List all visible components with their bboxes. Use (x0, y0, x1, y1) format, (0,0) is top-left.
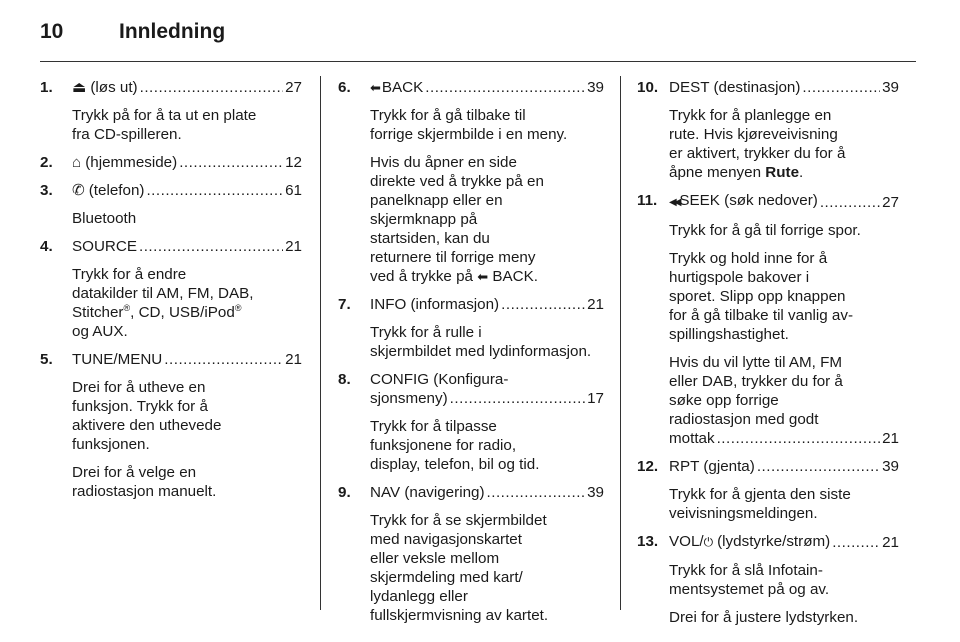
description-line: rute. Hvis kjøreveivisning (669, 126, 838, 143)
leader-dots (802, 78, 880, 97)
description-line: Trykk for å tilpasse (370, 418, 497, 435)
entry-label: (løs ut) (90, 79, 138, 96)
entry-label-prefix: VOL/ (669, 533, 704, 550)
entry-label-line: CONFIG (Konfigura- (370, 371, 509, 388)
item-8 (338, 370, 604, 474)
entry-label: mottak (669, 430, 715, 447)
page-reference: 12 (285, 154, 302, 171)
column-1 (40, 78, 302, 501)
description (669, 608, 899, 627)
description-line: lydanlegg eller (370, 588, 468, 605)
description-line: direkte ved å trykke på en (370, 173, 544, 190)
leader-dots (832, 533, 880, 552)
item-2 (40, 153, 302, 172)
index-entry (370, 389, 604, 408)
item-number: 4. (40, 238, 53, 255)
description-line: skjermdeling med kart/ (370, 569, 523, 586)
page-reference: 27 (285, 79, 302, 96)
header-divider (40, 61, 916, 62)
index-entry (370, 483, 604, 502)
leader-dots (164, 350, 283, 369)
description-line: panelknapp eller en (370, 192, 503, 209)
item-number: 7. (338, 296, 351, 313)
description-line (669, 163, 899, 182)
index-entry (669, 191, 899, 212)
leader-dots (146, 181, 283, 200)
description-line: datakilder til AM, FM, DAB, (72, 285, 254, 302)
item-number: 11. (637, 192, 658, 209)
text-span: Stitcher (72, 304, 124, 321)
description-line: Trykk for å gjenta den siste (669, 486, 851, 503)
item-5 (40, 350, 302, 501)
entry-label: SOURCE (72, 238, 137, 255)
page-number: 10 (40, 20, 64, 43)
leader-dots (425, 78, 585, 97)
item-number: 10. (637, 79, 659, 96)
description (669, 106, 899, 182)
item-7 (338, 295, 604, 361)
index-entry (72, 153, 302, 172)
description-line: fra CD-spilleren. (72, 126, 182, 143)
description (370, 106, 604, 144)
item-1 (40, 78, 302, 144)
index-entry (72, 350, 302, 369)
description-line: er aktivert, trykker du for å (669, 145, 846, 162)
description (669, 249, 899, 344)
leader-dots (757, 457, 880, 476)
leader-dots (501, 295, 585, 314)
description-line: startsiden, kan du (370, 230, 490, 247)
registered-mark: ® (123, 302, 131, 313)
back-arrow-icon: ⬅ (370, 80, 381, 95)
page-reference: 21 (285, 351, 302, 368)
description-line: Trykk for å slå Infotain- (669, 562, 823, 579)
description-line: aktivere den uthevede (72, 417, 222, 434)
phone-icon: ✆ (72, 182, 85, 199)
description (669, 561, 899, 599)
entry-label: BACK (381, 79, 424, 96)
eject-icon: ⏏ (72, 79, 87, 96)
page-reference: 27 (882, 194, 899, 211)
description (669, 221, 899, 240)
description-line: funksjon. Trykk for å (72, 398, 208, 415)
description-line: radiostasjon med godt (669, 411, 819, 428)
page-reference: 39 (587, 79, 604, 96)
description-line: fullskjermvisning av kartet. (370, 607, 549, 624)
description-line: sporet. Slipp opp knappen (669, 288, 846, 305)
registered-mark: ® (234, 302, 242, 313)
item-10 (637, 78, 899, 182)
text-span: . (799, 164, 804, 181)
page-reference: 39 (882, 79, 899, 96)
description-line: funksjonene for radio, (370, 437, 517, 454)
description-line: returnere til forrige meny (370, 249, 536, 266)
description (370, 511, 604, 625)
leader-dots (179, 153, 283, 172)
leader-dots (487, 483, 586, 502)
item-12 (637, 457, 899, 523)
description-line: Hvis du åpner en side (370, 154, 517, 171)
index-entry (370, 78, 604, 97)
description-line: skjermknapp på (370, 211, 478, 228)
description-line: Trykk for å planlegge en (669, 107, 832, 124)
entry-label: DEST (destinasjon) (669, 79, 801, 96)
description (370, 417, 604, 474)
description-line: Drei for å justere lydstyrken. (669, 609, 859, 626)
description-line: med navigasjonskartet (370, 531, 522, 548)
page-reference: 17 (587, 390, 604, 407)
item-number: 9. (338, 484, 351, 501)
index-entry (669, 78, 899, 97)
leader-dots (717, 429, 881, 448)
page-reference: 61 (285, 182, 302, 199)
entry-label: NAV (navigering) (370, 484, 485, 501)
leader-dots (820, 193, 880, 212)
description-line: og AUX. (72, 323, 128, 340)
text-span: ved å trykke på (370, 268, 473, 285)
index-entry (370, 295, 604, 314)
item-number: 6. (338, 79, 351, 96)
description-line (72, 303, 302, 322)
leader-dots (140, 78, 283, 97)
description-line: hurtigspole bakover i (669, 269, 810, 286)
index-entry (72, 237, 302, 256)
index-entry (669, 532, 899, 552)
description-line: Drei for å velge en (72, 464, 197, 481)
description-line: eller DAB, trykker du for å (669, 373, 843, 390)
description (72, 463, 302, 501)
text-span: åpne menyen (669, 164, 762, 181)
description (370, 153, 604, 286)
description-line: Trykk for å gå tilbake til (370, 107, 526, 124)
description-line: radiostasjon manuelt. (72, 483, 217, 500)
description (669, 353, 899, 448)
index-entry (72, 78, 302, 97)
home-icon: ⌂ (72, 154, 82, 171)
description-line: Trykk for å endre (72, 266, 187, 283)
item-number: 3. (40, 182, 53, 199)
description-line: veivisningsmeldingen. (669, 505, 818, 522)
item-11 (637, 191, 899, 448)
seek-back-icon: ◀◀ (669, 197, 679, 208)
item-number: 1. (40, 79, 53, 96)
item-13 (637, 532, 899, 627)
item-number: 12. (637, 458, 659, 475)
leader-dots (450, 389, 585, 408)
page-reference: 39 (587, 484, 604, 501)
back-arrow-icon: ⬅ (477, 269, 489, 284)
item-number: 2. (40, 154, 53, 171)
entry-label: TUNE/MENU (72, 351, 163, 368)
description-line: Hvis du vil lytte til AM, FM (669, 354, 842, 371)
description-line: Trykk for å rulle i (370, 324, 482, 341)
page-reference: 21 (882, 534, 899, 551)
description-line: skjermbildet med lydinformasjon. (370, 343, 592, 360)
description (72, 378, 302, 454)
description-line: mentsystemet på og av. (669, 581, 830, 598)
entry-label: (hjemmeside) (85, 154, 178, 171)
menu-name: Rute (765, 164, 800, 181)
item-number: 5. (40, 351, 53, 368)
description-line: display, telefon, bil og tid. (370, 456, 540, 473)
description-line: funksjonen. (72, 436, 150, 453)
description-line: søke opp forrige (669, 392, 779, 409)
item-number: 8. (338, 371, 351, 388)
page-title: Innledning (119, 20, 226, 43)
entry-label: sjonsmeny) (370, 390, 448, 407)
index-entry (669, 457, 899, 476)
entry-label: RPT (gjenta) (669, 458, 755, 475)
description-line: eller veksle mellom (370, 550, 500, 567)
index-entry (72, 181, 302, 200)
page-reference: 21 (882, 430, 899, 447)
column-divider-1 (320, 76, 321, 610)
power-icon: ⏻ (703, 535, 714, 549)
index-entry (669, 429, 899, 448)
item-6 (338, 78, 604, 286)
description-line: Trykk for å gå til forrige spor. (669, 222, 861, 239)
entry-label: SEEK (søk nedover) (679, 192, 818, 209)
description-line: Trykk og hold inne for å (669, 250, 828, 267)
description-line: forrige skjermbilde i en meny. (370, 126, 568, 143)
description-line: Bluetooth (72, 210, 137, 227)
leader-dots (139, 237, 283, 256)
description-line: Drei for å utheve en (72, 379, 206, 396)
description (669, 485, 899, 523)
description (72, 265, 302, 341)
entry-label: (lydstyrke/strøm) (717, 533, 831, 550)
column-3 (637, 78, 899, 627)
page-reference: 21 (285, 238, 302, 255)
description-line: Trykk på for å ta ut en plate (72, 107, 257, 124)
item-9 (338, 483, 604, 625)
page-reference: 21 (587, 296, 604, 313)
description-line: for å gå tilbake til vanlig av- (669, 307, 854, 324)
entry-label: (telefon) (88, 182, 145, 199)
description (72, 106, 302, 144)
column-divider-2 (620, 76, 621, 610)
page-reference: 39 (882, 458, 899, 475)
item-4 (40, 237, 302, 341)
item-number: 13. (637, 533, 659, 550)
description (370, 323, 604, 361)
description (72, 209, 302, 228)
column-2 (338, 78, 604, 625)
item-3 (40, 181, 302, 228)
text-span: , CD, USB/iPod (130, 304, 235, 321)
description-line: Trykk for å se skjermbildet (370, 512, 547, 529)
text-span: BACK. (492, 268, 538, 285)
page-header (40, 20, 916, 50)
entry-label: INFO (informasjon) (370, 296, 500, 313)
description-line: spillingshastighet. (669, 326, 789, 343)
description-line (370, 267, 604, 286)
